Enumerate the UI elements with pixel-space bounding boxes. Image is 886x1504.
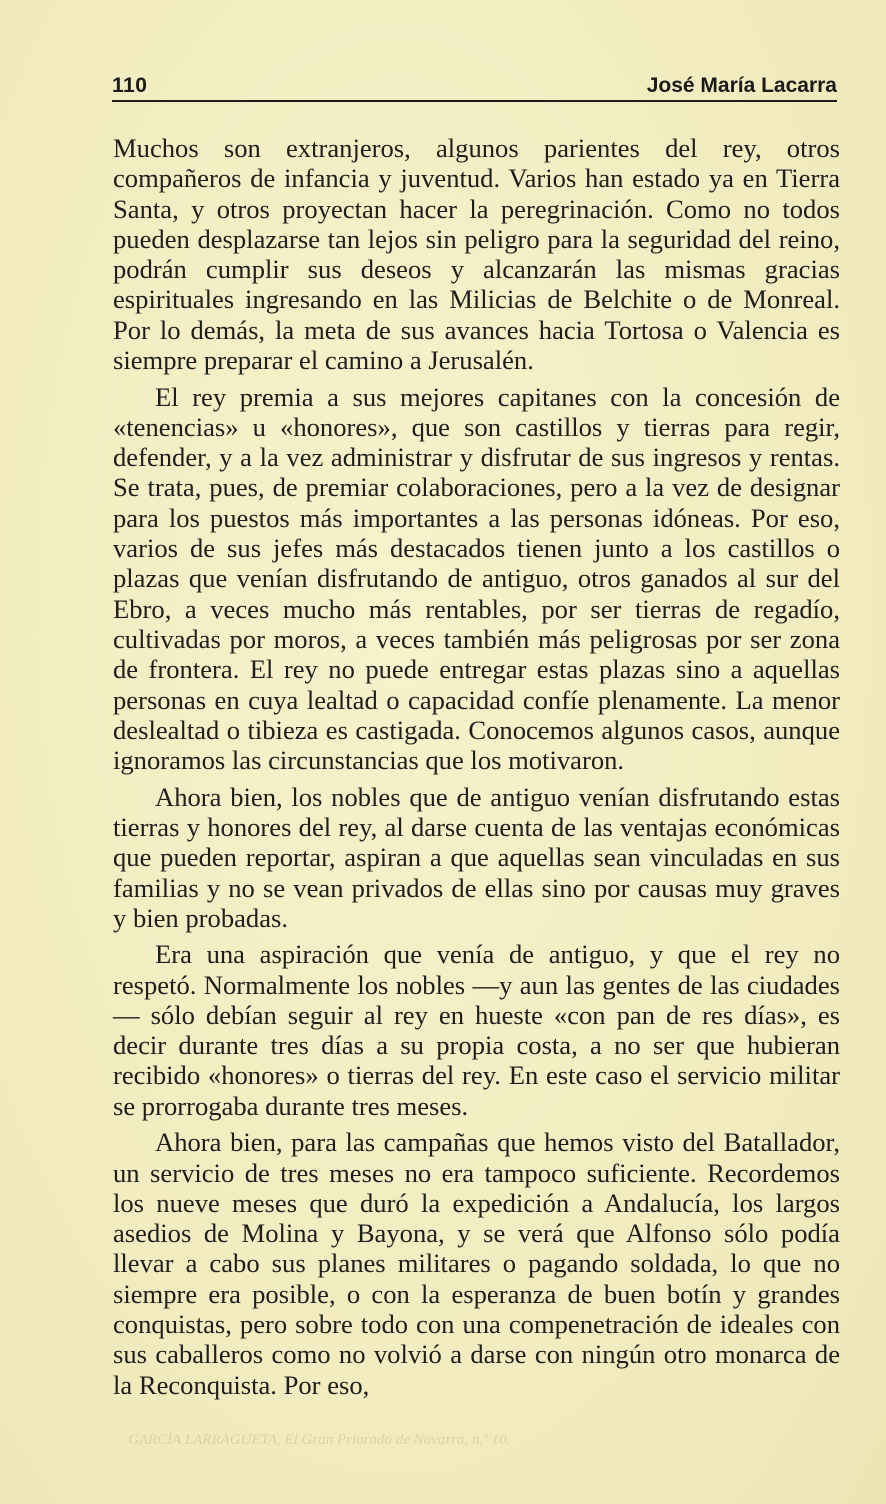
paragraph: Era una aspiración que venía de antiguo, y que el rey no respetó. Normalmente los nobles —y aun las gentes de las ciudades— sólo debían seguir al rey en hueste «con pan de res días», es decir durante tres días a su propia costa, a no ser que hubieran recibido «honores» o tierras del rey. En este caso el servicio militar se prorrogaba durante tres meses. (113, 939, 840, 1121)
paragraph: Ahora bien, para las campañas que hemos visto del Batallador, un servicio de tres meses no era tampoco suficiente. Recordemos los nueve meses que duró la expedición a Andalucía, los largos asedios de Molina y Bayona, y se verá que Alfonso sólo podía llevar a cabo sus planes militares o pagando soldada, lo que no siempre era posible, o con la esperanza de buen botín y grandes conquistas, pero sobre todo con una compenetración de ideales con sus caballeros como no volvió a darse con ningún otro monarca de la Reconquista. Por eso, (113, 1127, 840, 1400)
paragraph: Muchos son extranjeros, algunos parientes del rey, otros compañeros de infancia y juventud. Varios han estado ya en Tierra Santa, y otros proyectan hacer la peregrinación. Como no todos pueden desplazarse tan lejos sin peligro para la seguridad del reino, podrán cumplir sus deseos y alcanzarán las mismas gracias espirituales ingresando en las Milicias de Belchite o de Monreal. Por lo demás, la meta de sus avances hacia Tortosa o Valencia es siempre preparar el camino a Jerusalén. (113, 133, 840, 376)
page-number: 110 (112, 74, 148, 97)
paragraph: El rey premia a sus mejores capitanes con la concesión de «tenencias» u «honores», que son castillos y tierras para regir, defender, y a la vez administrar y disfrutar de sus ingresos y rentas. Se trata, pues, de premiar colaboraciones, pero a la vez de designar para los puestos más importantes a las personas idóneas. Por eso, varios de sus jefes más destacados tienen junto a los castillos o plazas que venían disfrutando de antiguo, otros ganados al sur del Ebro, a veces mucho más rentables, por ser tierras de regadío, cultivadas por moros, a veces también más peligrosas por ser zona de frontera. El rey no puede entregar estas plazas sino a aquellas personas en cuya lealtad o capacidad confíe plenamente. La menor deslealtad o tibieza es castigada. Conocemos algunos casos, aunque ignoramos las circunstancias que los motivaron. (113, 381, 840, 776)
footnote-bleed-through: GARCÍA LARRAGUETA, El Gran Priorado de Navarra, n.º 10. (128, 1432, 511, 1448)
page-header (112, 72, 837, 102)
paragraph: Ahora bien, los nobles que de antiguo venían disfrutando estas tierras y honores del rey, al darse cuenta de las ventajas económicas que pueden reportar, aspiran a que aquellas sean vinculadas en sus familias y no se vean privados de ellas sino por causas muy graves y bien probadas. (113, 781, 840, 933)
body-text (113, 133, 840, 1406)
running-head: José María Lacarra (646, 74, 837, 97)
